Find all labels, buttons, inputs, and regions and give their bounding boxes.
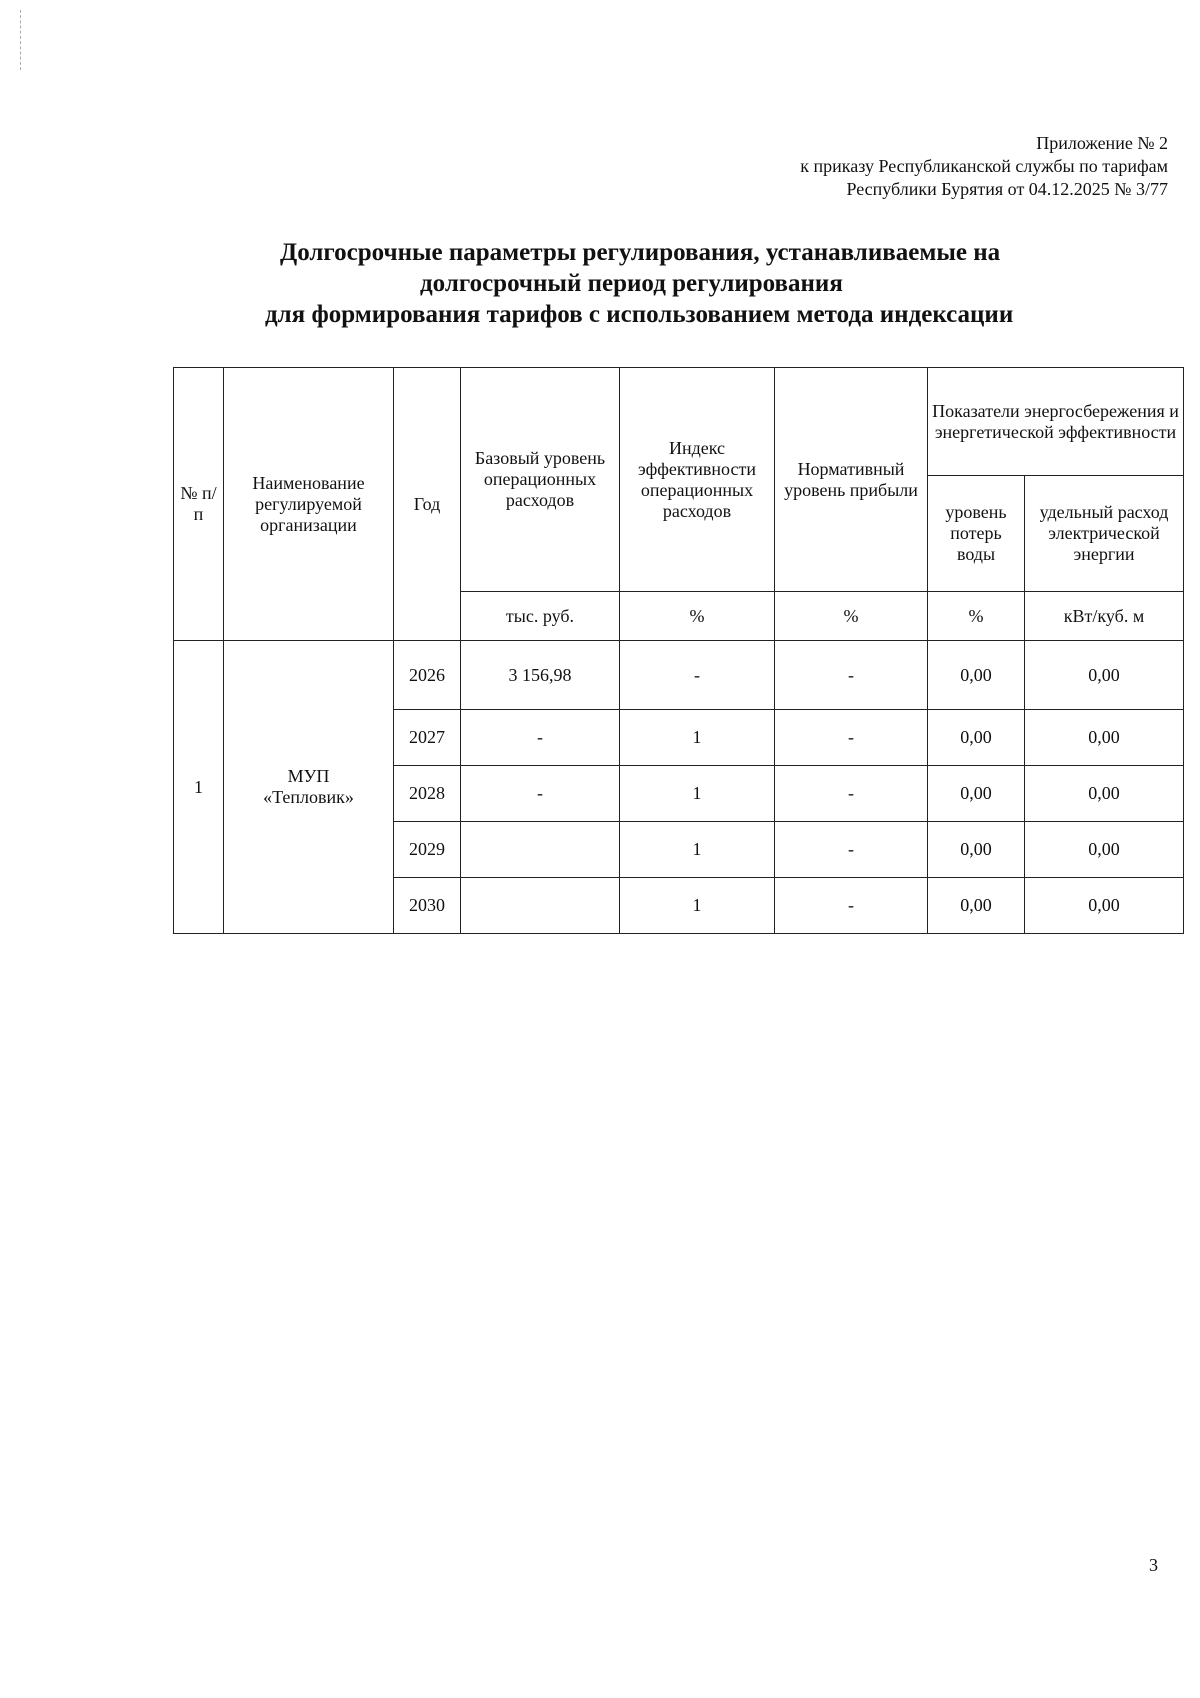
cell-water-loss: 0,00 <box>928 878 1025 934</box>
cell-electricity: 0,00 <box>1025 641 1184 710</box>
header-base-costs: Базовый уровень операционных расходов <box>461 368 620 592</box>
scan-artifact <box>20 10 23 70</box>
cell-profit: - <box>775 878 928 934</box>
unit-efficiency-index: % <box>620 592 775 641</box>
cell-water-loss: 0,00 <box>928 822 1025 878</box>
header-efficiency-index: Индекс эффективности операционных расходов <box>620 368 775 592</box>
cell-electricity: 0,00 <box>1025 822 1184 878</box>
unit-base-costs: тыс. руб. <box>461 592 620 641</box>
unit-water-loss: % <box>928 592 1025 641</box>
title-line-1: Долгосрочные параметры регулирования, устанавливаемые на <box>280 239 1001 266</box>
cell-year: 2026 <box>394 641 461 710</box>
cell-electricity: 0,00 <box>1025 710 1184 766</box>
header-number: № п/п <box>174 368 224 641</box>
cell-base-costs: 3 156,98 <box>461 641 620 710</box>
cell-year: 2027 <box>394 710 461 766</box>
cell-profit: - <box>775 766 928 822</box>
org-number: 1 <box>174 641 224 934</box>
parameters-table <box>173 367 1184 934</box>
cell-profit: - <box>775 641 928 710</box>
header-profit: Нормативный уровень прибыли <box>775 368 928 592</box>
table-row <box>174 641 1184 710</box>
cell-efficiency-index: 1 <box>620 766 775 822</box>
header-organization: Наименование регулируемой организации <box>224 368 394 641</box>
cell-year: 2029 <box>394 822 461 878</box>
cell-year: 2028 <box>394 766 461 822</box>
cell-electricity: 0,00 <box>1025 878 1184 934</box>
header-water-loss: уровень потерь воды <box>928 476 1025 592</box>
cell-base-costs <box>461 878 620 934</box>
title-line-3: для формирования тарифов с использованием метода индексации <box>265 301 1014 328</box>
cell-water-loss: 0,00 <box>928 766 1025 822</box>
cell-base-costs: - <box>461 766 620 822</box>
cell-efficiency-index: 1 <box>620 822 775 878</box>
org-name: МУП «Тепловик» <box>224 641 394 934</box>
unit-profit: % <box>775 592 928 641</box>
header-year: Год <box>394 368 461 641</box>
cell-efficiency-index: - <box>620 641 775 710</box>
appendix-order: к приказу Республиканской службы по тарифам <box>800 156 1168 176</box>
document-title <box>0 237 1200 330</box>
cell-electricity: 0,00 <box>1025 766 1184 822</box>
unit-electricity: кВт/куб. м <box>1025 592 1184 641</box>
cell-base-costs: - <box>461 710 620 766</box>
cell-profit: - <box>775 822 928 878</box>
cell-efficiency-index: 1 <box>620 878 775 934</box>
cell-water-loss: 0,00 <box>928 641 1025 710</box>
appendix-order-date: Республики Бурятия от 04.12.2025 № 3/77 <box>846 179 1168 199</box>
appendix-number: Приложение № 2 <box>1036 133 1168 153</box>
header-energy-group: Показатели энергосбережения и энергетической эффективности <box>928 368 1184 476</box>
page-number: 3 <box>1149 1555 1158 1575</box>
cell-water-loss: 0,00 <box>928 710 1025 766</box>
cell-efficiency-index: 1 <box>620 710 775 766</box>
cell-profit: - <box>775 710 928 766</box>
cell-base-costs <box>461 822 620 878</box>
appendix-reference <box>800 132 1168 201</box>
table-header-row <box>174 368 1184 476</box>
title-line-2: долгосрочный период регулирования <box>420 270 843 297</box>
header-electricity: удельный расход электрической энергии <box>1025 476 1184 592</box>
cell-year: 2030 <box>394 878 461 934</box>
